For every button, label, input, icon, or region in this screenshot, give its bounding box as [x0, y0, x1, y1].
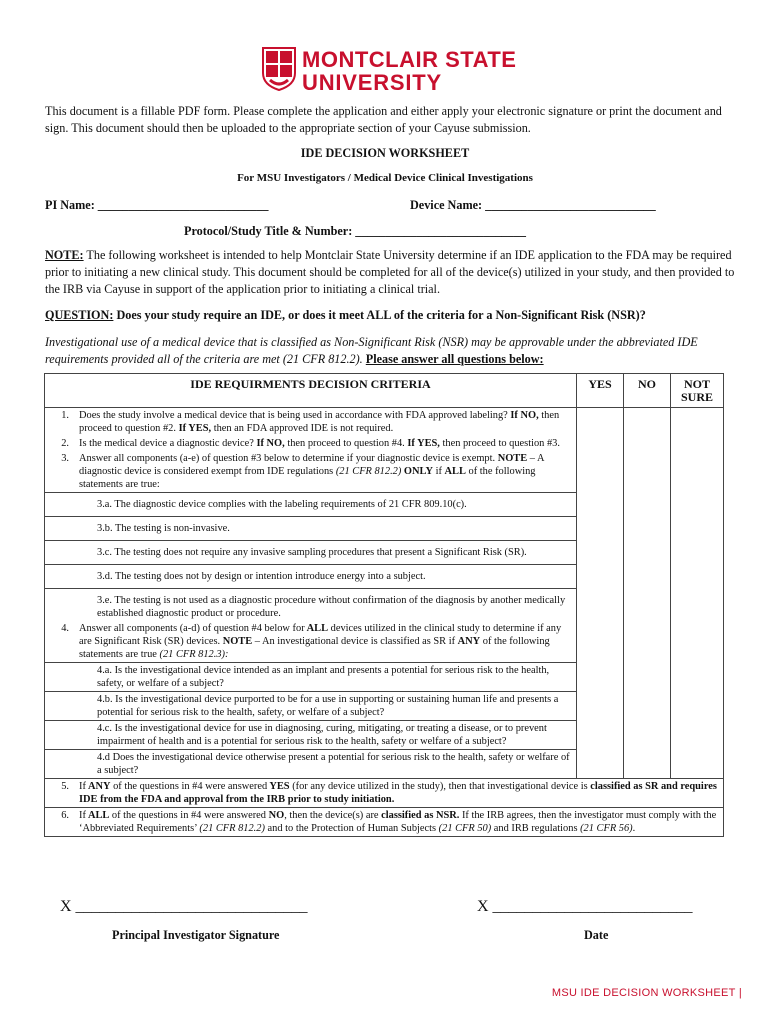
protocol-title-field[interactable]: Protocol/Study Title & Number: ____________________________	[184, 224, 526, 238]
pi-name-field[interactable]: PI Name: ____________________________	[45, 198, 269, 212]
date-label: Date	[584, 928, 609, 942]
question-label: QUESTION:	[45, 308, 114, 322]
table-row	[45, 408, 724, 437]
university-logo	[262, 45, 517, 95]
italic-note-paragraph	[45, 334, 735, 368]
criteria-table	[44, 373, 724, 837]
no-header: NO	[624, 374, 671, 408]
question-3b: 3.b. The testing is non-invasive.	[45, 517, 577, 541]
shield-icon	[262, 47, 296, 91]
note-text: The following worksheet is intended to help Montclair State University determine if an IDE application to the FDA may be required prior to initiating a new clinical study. This document should be completed for all of the device(s) utilized in your study, and then provided to the IRB via Cayuse in support of the application prior to initiating a clinical trial.	[45, 248, 735, 296]
yes-header: YES	[577, 374, 624, 408]
question-5: 5. If ANY of the questions in #4 were answered YES (for any device utilized in the study), then that investigational device is classified as SR and requires IDE from the FDA and approval from the IRB prior to study initiation.	[45, 779, 724, 808]
question-4b: 4.b. Is the investigational device purported to be for a use in supporting or sustaining human life and presents a potential for serious risk to the health, safety, or welfare of a subject?	[45, 692, 577, 721]
table-header-row	[45, 374, 724, 408]
question-1: 1. Does the study involve a medical device that is being used in accordance with FDA approved labeling? If NO, then proceed to question #2. If YES, then an FDA approved IDE is not required.	[45, 408, 577, 437]
pi-signature-line[interactable]: X _____________________________	[60, 898, 308, 915]
question-4a: 4.a. Is the investigational device intended as an implant and presents a potential for serious risk to the health, safety, or welfare of a subject?	[45, 663, 577, 692]
question-3a: 3.a. The diagnostic device complies with the labeling requirements of 21 CFR 809.10(c).	[45, 493, 577, 517]
pi-signature-label: Principal Investigator Signature	[112, 928, 280, 942]
note-paragraph	[45, 247, 735, 298]
logo-text-line2: UNIVERSITY	[302, 70, 443, 95]
question-3c: 3.c. The testing does not require any invasive sampling procedures that present a Significant Risk (SR).	[45, 541, 577, 565]
device-name-field[interactable]: Device Name: ____________________________	[410, 198, 656, 212]
not-sure-header: NOT SURE	[671, 374, 724, 408]
question-3e: 3.e. The testing is not used as a diagnostic procedure without confirmation of the diagnosis by another medically established diagnostic product or procedure.	[45, 589, 577, 622]
table-row	[45, 808, 724, 837]
question-4: 4. Answer all components (a-d) of question #4 below for ALL devices utilized in the clinical study to determine if any are Significant Risk (SR) devices. NOTE – An investigational device is classified as SR if ANY of the following statements are true (21 CFR 812.3):	[45, 621, 577, 663]
question-3d: 3.d. The testing does not by design or intention introduce energy into a subject.	[45, 565, 577, 589]
answer-all-instruction: Please answer all questions below:	[365, 352, 544, 366]
question-2: 2. Is the medical device a diagnostic device? If NO, then proceed to question #4. If YES, then proceed to question #3.	[45, 436, 577, 451]
yes-column[interactable]	[577, 408, 624, 779]
italic-note-text: Investigational use of a medical device that is classified as Non-Significant Risk (NSR) may be approvable under the abbreviated IDE requirements provided all of the criteria are met (21 CFR 812.2).	[45, 335, 698, 366]
table-row	[45, 779, 724, 808]
question-text: Does your study require an IDE, or does it meet ALL of the criteria for a Non-Significant Risk (NSR)?	[113, 308, 646, 322]
date-line[interactable]: X _________________________	[477, 898, 693, 915]
not-sure-column[interactable]	[671, 408, 724, 779]
document-subtitle: For MSU Investigators / Medical Device Clinical Investigations	[237, 172, 533, 184]
page-footer: MSU IDE DECISION WORKSHEET |	[551, 987, 742, 999]
question-3: 3. Answer all components (a-e) of question #3 below to determine if your diagnostic device is exempt. NOTE – A diagnostic device is considered exempt from IDE regulations (21 CFR 812.2) ONLY if ALL of the following statements are true:	[45, 451, 577, 493]
document-title: IDE DECISION WORKSHEET	[300, 146, 470, 160]
criteria-header: IDE REQUIRMENTS DECISION CRITERIA	[45, 374, 577, 408]
question-paragraph	[45, 307, 735, 324]
question-4d: 4.d Does the investigational device otherwise present a potential for serious risk to the health, safety or welfare of a subject?	[45, 750, 577, 779]
question-4c: 4.c. Is the investigational device for use in diagnosing, curing, mitigating, or treating a disease, or to prevent impairment of health and is a potential for serious risk to the health, safety or welfare of a subject?	[45, 721, 577, 750]
logo-text-line1: MONTCLAIR STATE	[302, 47, 517, 72]
no-column[interactable]	[624, 408, 671, 779]
note-label: NOTE:	[45, 248, 84, 262]
intro-paragraph: This document is a fillable PDF form. Please complete the application and either apply your electronic signature or print the document and sign. This document should then be uploaded to the appropriate section of your Cayuse submission.	[45, 104, 722, 135]
question-6: 6. If ALL of the questions in #4 were answered NO, then the device(s) are classified as NSR. If the IRB agrees, then the investigator must comply with the ‘Abbreviated Requirements’ (21 CFR 812.2) and to the Protection of Human Subjects (21 CFR 50) and IRB regulations (21 CFR 56).	[45, 808, 724, 837]
